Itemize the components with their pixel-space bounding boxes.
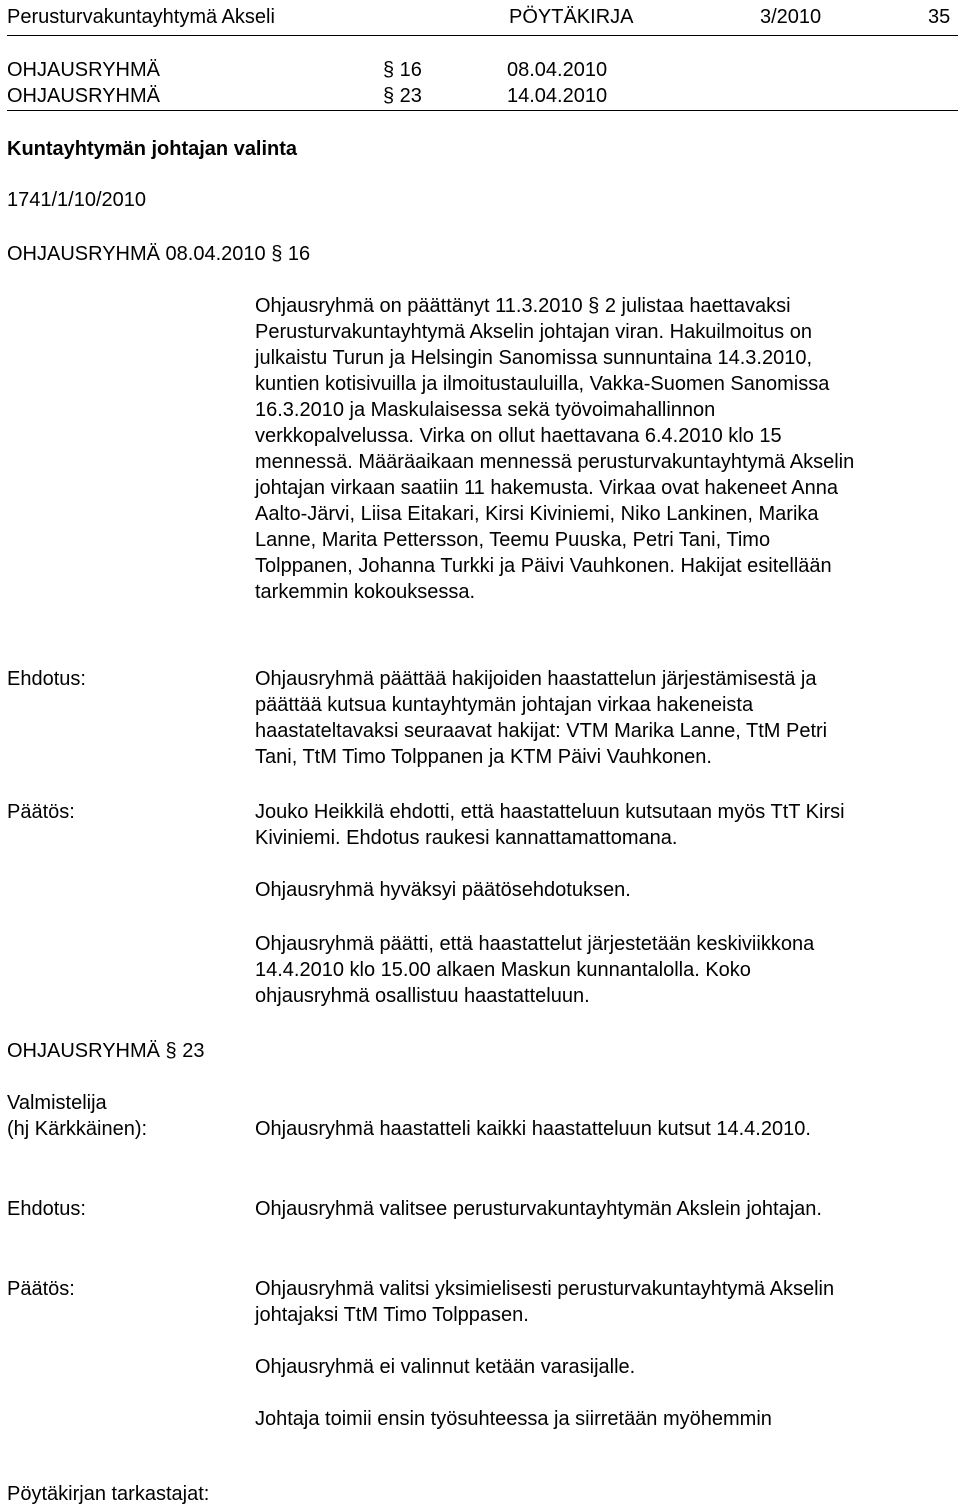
decision-paragraph — [255, 877, 955, 903]
text-line: haastateltavaksi seuraavat hakijat: VTM Marika Lanne, TtM Petri — [255, 720, 828, 742]
decision-paragraph — [255, 1406, 955, 1432]
preparer-name: (hj Kärkkäinen): — [7, 1118, 148, 1140]
minutes-checkers-label: Pöytäkirjan tarkastajat: — [7, 1483, 210, 1505]
proposal-paragraph — [255, 1196, 955, 1222]
text-line: verkkopalvelussa. Virka on ollut haettavana 6.4.2010 klo 15 — [255, 425, 782, 447]
preparer-label: Valmistelija — [7, 1092, 107, 1114]
text-line: Johtaja toimii ensin työsuhteessa ja siirretään myöhemmin — [255, 1408, 772, 1430]
text-line: Ohjausryhmä päätti, että haastattelut järjestetään keskiviikkona — [255, 933, 815, 955]
proposal-label: Ehdotus: — [7, 668, 86, 690]
section-rule — [7, 110, 958, 111]
text-line: ohjausryhmä osallistuu haastatteluun. — [255, 985, 590, 1007]
text-line: julkaistu Turun ja Helsingin Sanomissa sunnuntaina 14.3.2010, — [255, 347, 813, 369]
text-line: johtajan virkaan saatiin 11 hakemusta. Virkaa ovat hakeneet Anna — [255, 477, 838, 499]
text-line: Tolppanen, Johanna Turkki ja Päivi Vauhkonen. Hakijat esitellään — [255, 555, 832, 577]
organization-name: Perusturvakuntayhtymä Akseli — [7, 6, 275, 28]
decision-paragraph — [255, 931, 955, 1009]
preparation-paragraph — [255, 1116, 955, 1142]
decision-paragraph — [255, 1276, 955, 1328]
text-line: kuntien kotisivuilla ja ilmoitustauluilla, Vakka-Suomen Sanomissa — [255, 373, 830, 395]
text-line: 14.4.2010 klo 15.00 alkaen Maskun kunnantalolla. Koko — [255, 959, 751, 981]
meeting-section: § 23 — [383, 85, 422, 107]
document-type: PÖYTÄKIRJA — [509, 6, 634, 28]
meeting-date: 08.04.2010 — [507, 59, 608, 81]
decision-label: Päätös: — [7, 1278, 75, 1300]
intro-paragraph — [255, 293, 955, 605]
proposal-paragraph — [255, 666, 955, 770]
text-line: päättää kutsua kuntayhtymän johtajan virkaa hakeneista — [255, 694, 754, 716]
text-line: Aalto-Järvi, Liisa Eitakari, Kirsi Kiviniemi, Niko Lankinen, Marika — [255, 503, 819, 525]
text-line: Ohjausryhmä ei valinnut ketään varasijalle. — [255, 1356, 636, 1378]
meeting-section: § 16 — [383, 59, 422, 81]
decision-paragraph — [255, 799, 955, 851]
meeting-name: OHJAUSRYHMÄ — [7, 59, 160, 81]
text-line: Ohjausryhmä hyväksyi päätösehdotuksen. — [255, 879, 631, 901]
text-line: Kiviniemi. Ehdotus raukesi kannattamattomana. — [255, 827, 678, 849]
text-line: johtajaksi TtM Timo Tolppasen. — [255, 1304, 529, 1326]
header-rule — [7, 35, 958, 36]
text-line: tarkemmin kokouksessa. — [255, 581, 476, 603]
text-line: Perusturvakuntayhtymä Akselin johtajan viran. Hakuilmoitus on — [255, 321, 812, 343]
text-line: 16.3.2010 ja Maskulaisessa sekä työvoimahallinnon — [255, 399, 716, 421]
decision-paragraph — [255, 1354, 955, 1380]
text-line: Lanne, Marita Pettersson, Teemu Puuska, Petri Tani, Timo — [255, 529, 771, 551]
text-line: Ohjausryhmä päättää hakijoiden haastattelun järjestämisestä ja — [255, 668, 817, 690]
decision-label: Päätös: — [7, 801, 75, 823]
text-line: mennessä. Määräaikaan mennessä perusturvakuntayhtymä Akselin — [255, 451, 855, 473]
item-title: Kuntayhtymän johtajan valinta — [7, 138, 298, 160]
text-line: Ohjausryhmä valitsi yksimielisesti perusturvakuntayhtymä Akselin — [255, 1278, 835, 1300]
text-line: Ohjausryhmä haastatteli kaikki haastatteluun kutsut 14.4.2010. — [255, 1118, 811, 1140]
text-line: Tani, TtM Timo Tolppanen ja KTM Päivi Vauhkonen. — [255, 746, 712, 768]
meeting-name: OHJAUSRYHMÄ — [7, 85, 160, 107]
second-meeting-heading: OHJAUSRYHMÄ § 23 — [7, 1040, 205, 1062]
page-number: 35 — [928, 6, 951, 28]
proposal-label: Ehdotus: — [7, 1198, 86, 1220]
document-number: 3/2010 — [760, 6, 822, 28]
text-line: Ohjausryhmä valitsee perusturvakuntayhtymän Akslein johtajan. — [255, 1198, 822, 1220]
text-line: Ohjausryhmä on päättänyt 11.3.2010 § 2 julistaa haettavaksi — [255, 295, 791, 317]
first-meeting-heading: OHJAUSRYHMÄ 08.04.2010 § 16 — [7, 243, 311, 265]
text-line: Jouko Heikkilä ehdotti, että haastatteluun kutsutaan myös TtT Kirsi — [255, 801, 845, 823]
meeting-date: 14.04.2010 — [507, 85, 608, 107]
reference-number: 1741/1/10/2010 — [7, 189, 147, 211]
